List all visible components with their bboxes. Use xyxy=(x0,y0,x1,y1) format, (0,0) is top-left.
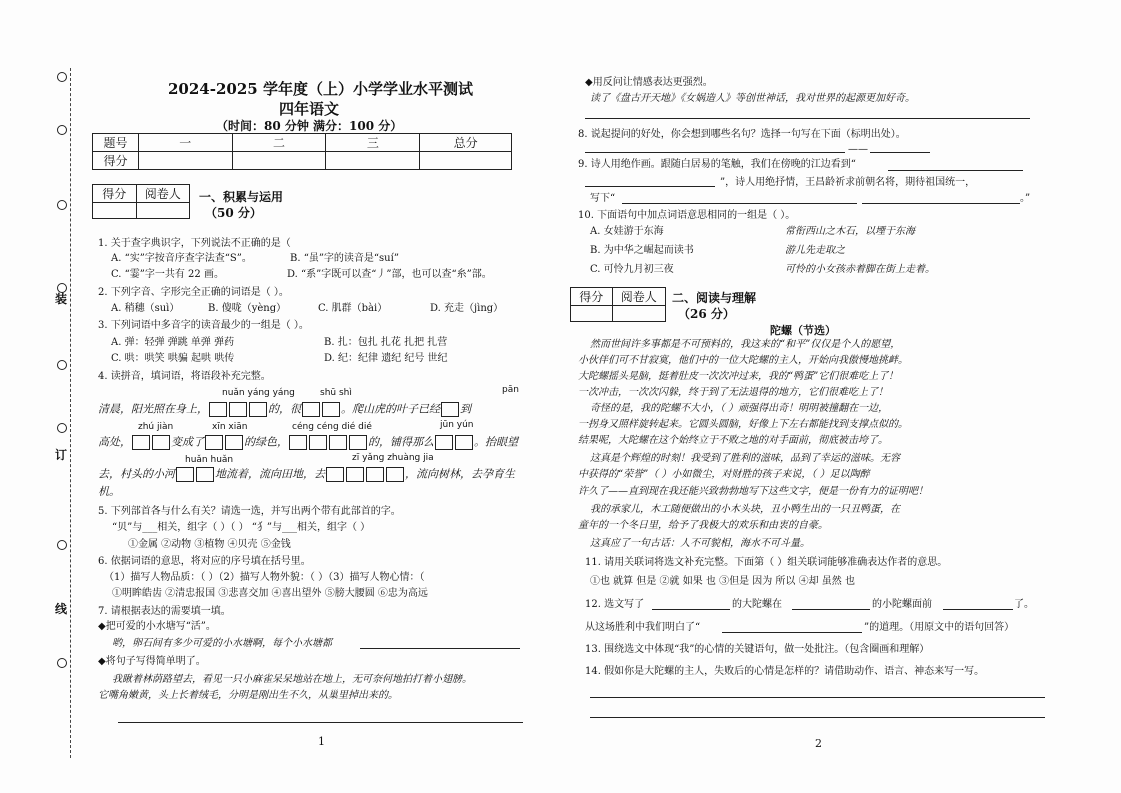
pinyin-label: jūn yún xyxy=(440,420,474,430)
q12-start: 12. 选文写了 xyxy=(585,599,645,610)
score-table-cell: 题号 xyxy=(93,134,139,152)
q4-text: 的绿色， xyxy=(244,435,288,449)
q4-line1 xyxy=(98,402,471,417)
q4-text: 。抬眼望 xyxy=(474,435,518,449)
q4-text: 机。 xyxy=(98,485,120,498)
q12-mid1: 的大陀螺在 xyxy=(732,599,782,610)
q4-line3 xyxy=(98,467,515,482)
pinyin-label: huǎn huǎn xyxy=(185,455,234,465)
q1-option-a: A. “实”字按音序查字法查“S”。 xyxy=(111,253,252,264)
answer-box[interactable] xyxy=(289,435,307,450)
grader-label: 阅卷人 xyxy=(136,185,189,203)
q6-stem: 6. 依据词语的意思，将对应的序号填在括号里。 xyxy=(98,556,311,567)
q7-task2: ◆将句子写得简单明了。 xyxy=(98,656,206,667)
q3-option-d: D. 纪：纪律 遗纪 纪号 世纪 xyxy=(324,353,448,364)
binding-hole xyxy=(57,423,67,433)
grader-input-cell[interactable] xyxy=(612,306,665,322)
answer-line[interactable] xyxy=(590,717,1045,718)
pinyin-label: céng céng dié dié xyxy=(292,422,372,432)
q4-text: 的，铺得那么 xyxy=(368,435,434,449)
passage-line: 这真应了一句古话：人不可貌相，海水不可斗量。 xyxy=(590,538,810,549)
q7-task2-text: 它嘴角嫩黄，头上长着绒毛，分明是刚出生不久，从巢里掉出来的。 xyxy=(98,690,398,701)
answer-box[interactable] xyxy=(302,402,320,417)
score-table-cell: 三 xyxy=(326,134,420,152)
score-input-cell[interactable] xyxy=(420,152,512,170)
score-table-cell: 得分 xyxy=(93,152,139,170)
answer-line[interactable] xyxy=(585,118,1030,119)
q10-option-c2: 可怜的小女孩赤着脚在街上走着。 xyxy=(785,264,935,275)
q5-stem: 5. 下列部首各与什么有关？请选一选，并写出两个带有此部首的字。 xyxy=(98,506,401,517)
score-table-cell: 总分 xyxy=(420,134,512,152)
pinyin-label: shū shì xyxy=(320,388,352,398)
answer-box[interactable] xyxy=(225,435,243,450)
passage-line: 一拐身又照样旋转起来。它圆头圆脑，好像上下左右都能找到支撑点似的。 xyxy=(578,419,908,430)
page-number: 1 xyxy=(318,735,325,748)
q10-stem: 10. 下面语句中加点词语意思相同的一组是（ ）。 xyxy=(578,210,796,221)
pinyin-label: zhú jiàn xyxy=(138,422,174,432)
section1-grader-box xyxy=(92,184,190,219)
q12-line2-end: ”的道理。（用原文中的语句回答） xyxy=(864,622,1015,633)
score-table-cell: 一 xyxy=(138,134,232,152)
answer-box[interactable] xyxy=(435,435,453,450)
answer-line[interactable] xyxy=(585,186,715,187)
answer-box[interactable] xyxy=(196,467,214,482)
binding-dashed-line xyxy=(70,68,71,758)
passage-line: 中获得的“荣誉”（ ）小如微尘，对财胜的孩子来说，（ ）足以陶醉 xyxy=(578,469,870,480)
q6-options: ①明眸皓齿 ②清忠报国 ③悲喜交加 ④喜出望外 ⑤膀大腰圆 ⑥忠为高远 xyxy=(112,588,428,599)
binding-char-xian: 线 xyxy=(55,602,68,616)
score-input-cell[interactable] xyxy=(232,152,326,170)
answer-box[interactable] xyxy=(209,402,227,417)
passage-line: 童年的一个冬日里，给予了我极大的欢乐和由衷的自豪。 xyxy=(578,520,828,531)
q7-task2-text: 我瞅着林荫路望去，看见一只小麻雀呆呆地站在地上，无可奈何地拍打着小翅膀。 xyxy=(112,674,472,685)
answer-line[interactable] xyxy=(943,609,1013,610)
answer-box[interactable] xyxy=(205,435,223,450)
score-table xyxy=(92,133,512,170)
binding-char-zhuang: 装 xyxy=(55,292,68,306)
q4-text: ，流向树林，去孕育生 xyxy=(405,467,515,481)
q12-end: 了。 xyxy=(1014,599,1034,610)
answer-line[interactable] xyxy=(888,170,1023,171)
answer-line[interactable] xyxy=(792,609,870,610)
grader-input-cell[interactable] xyxy=(93,203,137,219)
q4-text: 变成了 xyxy=(171,435,204,449)
passage-title: 陀螺（节选） xyxy=(770,324,836,337)
answer-line[interactable] xyxy=(862,203,1020,204)
q2-option-b: B. 傻咙（yèng） xyxy=(208,303,287,314)
q4-text: 的，很 xyxy=(268,402,301,416)
passage-line: 奇怪的是，我的陀螺不大小，（ ）顽强得出奇！明明被撞翻在一边， xyxy=(590,403,889,414)
binding-hole xyxy=(57,125,67,135)
q2-stem: 2. 下列字音、字形完全正确的词语是（ ）。 xyxy=(98,287,289,298)
q10-option-a1: A. 女娃游于东海 xyxy=(590,226,664,237)
answer-box[interactable] xyxy=(176,467,194,482)
binding-hole xyxy=(57,658,67,668)
q7-task1: ◆把可爱的小水塘写“活”。 xyxy=(98,621,216,632)
q6-line: （1）描写人物品质：（ ）（2）描写人物外貌：（ ）（3）描写人物心情：（ xyxy=(104,572,425,583)
section1-title: 一、积累与运用 xyxy=(199,190,284,204)
q4-line2 xyxy=(98,435,518,450)
q2-option-c: C. 肌群（bài） xyxy=(318,303,388,314)
exam-subtitle: 四年语文 xyxy=(279,100,340,118)
q9-line3-start: 写下“ xyxy=(590,193,616,204)
q4-text: 去，村头的小河 xyxy=(98,467,175,481)
passage-line: 然而世间许多事都是不可预料的，我这来的“和平”仅仅是个人的愿望， xyxy=(590,339,901,350)
exam-title: 2024-2025 学年度（上）小学学业水平测试 xyxy=(168,80,473,98)
passage-line: 一次冲击，一次次闪躲，终于到了无法退得的地方，它们很难吃上了！ xyxy=(578,387,888,398)
answer-box[interactable] xyxy=(349,435,367,450)
q4-text: 地流着，流向田地，去 xyxy=(215,467,325,481)
answer-box[interactable] xyxy=(249,402,267,417)
q7-stem: 7. 请根据表达的需要填一填。 xyxy=(98,606,231,617)
passage-line: 许久了——直到现在我还能兴致勃勃地写下这些文字，便是一份有力的证明吧！ xyxy=(578,486,928,497)
answer-box[interactable] xyxy=(366,467,384,482)
answer-box[interactable] xyxy=(152,435,170,450)
q7-task1-text: 哟，卵石间有多少可爱的小水塘啊，每个小水塘都 xyxy=(112,638,332,649)
grader-score-label: 得分 xyxy=(571,288,613,306)
q2-option-d: D. 充走（jìng） xyxy=(430,303,504,314)
q5-line: “贝”与___相关，组字（ ）（ ） “犭”与___相关，组字（ ） xyxy=(112,522,371,533)
q1-option-c: C. “霎”字一共有 22 画。 xyxy=(111,269,224,280)
answer-line[interactable] xyxy=(722,632,862,633)
q8-stem: 8. 说起提问的好处，你会想到哪些名句？选择一句写在下面（标明出处）。 xyxy=(578,129,906,140)
answer-line[interactable] xyxy=(360,648,520,649)
q4-text: 清晨，阳光照在身上， xyxy=(98,402,208,416)
q5-options: ①金属 ②动物 ③植物 ④贝壳 ⑤金钱 xyxy=(128,539,291,550)
answer-line[interactable] xyxy=(622,203,857,204)
binding-hole xyxy=(57,360,67,370)
q10-option-a2: 常衔西山之木石，以堙于东海 xyxy=(785,226,915,237)
binding-hole xyxy=(57,200,67,210)
answer-box[interactable] xyxy=(346,467,364,482)
answer-box[interactable] xyxy=(441,402,459,417)
q11-options: ①也 就算 但是 ②就 如果 也 ③但是 因为 所以 ④却 虽然 也 xyxy=(590,576,855,587)
q10-option-c1: C. 可怜九月初三夜 xyxy=(590,264,674,275)
answer-box[interactable] xyxy=(329,435,347,450)
section2-grader-box xyxy=(570,287,666,322)
q4-text: 。爬山虎的叶子已经 xyxy=(341,402,440,416)
q3-option-c: C. 哄：哄笑 哄骗 起哄 哄传 xyxy=(111,353,235,364)
answer-box[interactable] xyxy=(309,435,327,450)
answer-box[interactable] xyxy=(455,435,473,450)
passage-line: 结果呢，大陀螺在这个始终立于不败之地的对手面前，彻底被击垮了。 xyxy=(578,435,888,446)
score-table-cell: 二 xyxy=(232,134,326,152)
grader-score-label: 得分 xyxy=(93,185,137,203)
q12-line2-start: 从这场胜利中我们明白了“ xyxy=(585,622,701,633)
q3-stem: 3. 下列词语中多音字的读音最少的一组是（ ）。 xyxy=(98,320,309,331)
q9-line1: 9. 诗人用绝作画。跟随白居易的笔触，我们在傍晚的江边看到“ xyxy=(578,159,856,170)
answer-box[interactable] xyxy=(326,467,344,482)
q3-option-a: A. 弹：轻弹 弹跳 单弹 弹药 xyxy=(111,337,235,348)
q13-stem: 13. 围绕选文中体现“我”的心情的关键语句，做一处批注。（包含圈画和理解） xyxy=(585,644,930,655)
answer-box[interactable] xyxy=(132,435,150,450)
passage-line: 小伙伴们可不甘寂寞，他们中的一位大陀螺的主人，开始向我傲慢地挑衅。 xyxy=(578,355,908,366)
answer-line[interactable] xyxy=(652,609,730,610)
rewrite-text: 读了《盘古开天地》《女娲造人》等创世神话，我对世界的起源更加好奇。 xyxy=(590,93,915,104)
passage-line: 大陀螺摇头晃脑，挺着肚皮一次次冲过来，我的“鸭蛋”它们很难吃上了！ xyxy=(578,371,899,382)
answer-box[interactable] xyxy=(386,467,404,482)
q1-option-b: B. “虽”字的读音是“suí” xyxy=(290,253,399,264)
q11-stem: 11. 请用关联词将选文补充完整。下面第（ ）组关联词能够准确表达作者的意思。 xyxy=(585,557,948,568)
grader-input-cell[interactable] xyxy=(136,203,189,219)
q8-dash: —— xyxy=(848,144,868,155)
answer-line[interactable] xyxy=(585,152,845,153)
q10-option-b1: B. 为中华之崛起而读书 xyxy=(590,245,694,256)
pinyin-label: pān xyxy=(502,385,519,395)
binding-char-ding: 订 xyxy=(55,448,68,462)
passage-line: 这真是个辉煌的时刻！我受到了胜利的滋味，品到了幸运的滋味。无容 xyxy=(590,453,900,464)
q2-option-a: A. 稍穗（suì） xyxy=(111,303,180,314)
exam-time-info: （时间：80 分钟 满分：100 分） xyxy=(216,119,403,133)
q1-stem: 1. 关于查字典识字，下列说法不正确的是（ xyxy=(98,238,291,249)
q9-line3-end: 。” xyxy=(1020,193,1031,204)
answer-box[interactable] xyxy=(229,402,247,417)
section2-title: 二、阅读与理解 xyxy=(672,291,757,305)
q10-option-b2: 游儿先走取之 xyxy=(785,245,845,256)
q4-text: 到 xyxy=(460,402,471,416)
pinyin-label: nuǎn yáng yáng xyxy=(222,388,295,398)
answer-box[interactable] xyxy=(322,402,340,417)
grader-label: 阅卷人 xyxy=(612,288,665,306)
score-input-cell[interactable] xyxy=(138,152,232,170)
q14-stem: 14. 假如你是大陀螺的主人，失败后的心情是怎样的？请借助动作、语言、神态来写一写。 xyxy=(585,666,985,677)
binding-hole xyxy=(57,72,67,82)
score-input-cell[interactable] xyxy=(326,152,420,170)
q4-text: 高处， xyxy=(98,435,131,449)
pinyin-label: zī yǎng zhuàng jia xyxy=(352,453,434,463)
passage-line: 我的承家儿，木工随便做出的小木头块，丑小鸭生出的一只丑鸭蛋，在 xyxy=(590,504,900,515)
pinyin-label: xīn xiān xyxy=(212,422,248,432)
binding-hole xyxy=(57,540,67,550)
q3-option-b: B. 扎：包扎 扎花 扎把 扎营 xyxy=(324,337,448,348)
q12-mid2: 的小陀螺面前 xyxy=(872,599,932,610)
section2-points: （26 分） xyxy=(678,307,735,321)
section1-points: （50 分） xyxy=(205,206,262,220)
grader-input-cell[interactable] xyxy=(571,306,613,322)
answer-line[interactable] xyxy=(118,722,523,723)
q4-stem: 4. 读拼音，填词语，将语段补充完整。 xyxy=(98,371,271,382)
q1-option-d: D. “系”字既可以查“丿”部，也可以查“糸”部。 xyxy=(287,269,492,280)
answer-line[interactable] xyxy=(590,697,1045,698)
rewrite-task: ◆用反问让情感表达更强烈。 xyxy=(585,77,713,88)
q9-line2: ”，诗人用绝抒情，王昌龄祈求前朝名将，期待祖国统一， xyxy=(720,177,976,188)
answer-line[interactable] xyxy=(870,152,930,153)
page-number: 2 xyxy=(815,737,822,750)
